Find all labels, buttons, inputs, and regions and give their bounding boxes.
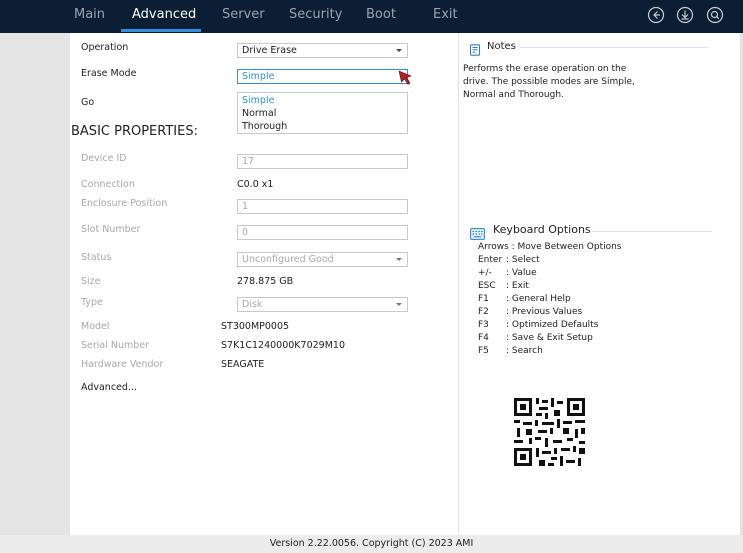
erase-mode-dropdown-list xyxy=(237,92,408,134)
model-value: ST300MP0005 xyxy=(221,321,290,332)
back-icon[interactable] xyxy=(647,6,665,24)
keyboard-line: F3 : Optimized Defaults xyxy=(478,320,599,330)
qr-code-image xyxy=(505,388,594,474)
serial-number-value: S7K1C1240000K7029M10 xyxy=(221,340,345,351)
search-icon[interactable] xyxy=(706,6,724,24)
type-select xyxy=(237,297,408,312)
basic-properties-heading: BASIC PROPERTIES: xyxy=(71,124,198,139)
serial-number-label: Serial Number xyxy=(81,340,150,351)
download-icon[interactable] xyxy=(676,6,694,24)
keyboard-icon xyxy=(470,225,485,237)
keyboard-line: +/- : Value xyxy=(478,268,537,278)
enclosure-position-label: Enclosure Position xyxy=(81,198,168,209)
option-thorough[interactable]: Thorough xyxy=(242,121,288,132)
enclosure-position-field xyxy=(237,199,408,214)
option-simple[interactable]: Simple xyxy=(242,95,275,106)
tab-security[interactable]: Security xyxy=(289,7,343,22)
slot-number-label: Slot Number xyxy=(81,224,141,235)
tab-main[interactable]: Main xyxy=(74,7,106,22)
chevron-down-icon xyxy=(396,303,402,306)
advanced-link[interactable]: Advanced... xyxy=(81,382,137,393)
tab-boot[interactable]: Boot xyxy=(366,7,396,22)
option-normal[interactable]: Normal xyxy=(242,108,277,119)
keyboard-line: F5 : Search xyxy=(478,346,543,356)
keyboard-line: F1 : General Help xyxy=(478,294,571,304)
connection-value: C0.0 x1 xyxy=(237,179,274,190)
notes-icon xyxy=(469,41,481,53)
keyboard-line: ESC : Exit xyxy=(478,281,529,291)
slot-number-value: 0 xyxy=(242,227,249,238)
status-select xyxy=(237,252,408,267)
size-label: Size xyxy=(81,276,101,287)
keyboard-line: F4 : Save & Exit Setup xyxy=(478,333,593,343)
type-value: Disk xyxy=(242,299,263,310)
device-id-label: Device ID xyxy=(81,153,127,164)
model-label: Model xyxy=(81,321,110,332)
version-footer: Version 2.22.0056. Copyright (C) 2023 AMI xyxy=(0,535,743,553)
tab-exit[interactable]: Exit xyxy=(433,7,458,22)
slot-number-field xyxy=(237,225,408,240)
notes-title: Notes xyxy=(487,41,516,52)
keyboard-line: F2 : Previous Values xyxy=(478,307,583,317)
keyboard-line: Arrows : Move Between Options xyxy=(478,242,622,252)
qr-code xyxy=(505,388,594,474)
top-menu-bar xyxy=(0,0,743,33)
tab-server[interactable]: Server xyxy=(222,7,265,22)
operation-select[interactable] xyxy=(237,43,408,58)
keyboard-divider xyxy=(592,231,712,232)
hardware-vendor-label: Hardware Vendor xyxy=(81,359,164,370)
operation-label: Operation xyxy=(81,42,129,53)
enclosure-position-value: 1 xyxy=(242,201,249,212)
erase-mode-select[interactable] xyxy=(237,69,408,84)
chevron-down-icon xyxy=(396,258,402,261)
notes-divider xyxy=(520,47,708,48)
chevron-down-icon xyxy=(396,49,402,52)
erase-mode-label: Erase Mode xyxy=(81,68,137,79)
hardware-vendor-value: SEAGATE xyxy=(221,359,265,370)
tab-advanced[interactable]: Advanced xyxy=(132,7,197,22)
status-value: Unconfigured Good xyxy=(242,254,334,265)
active-tab-indicator xyxy=(121,29,201,32)
mouse-cursor-icon xyxy=(398,70,414,86)
operation-value: Drive Erase xyxy=(242,45,297,56)
erase-mode-value: Simple xyxy=(242,71,275,82)
device-id-value: 17 xyxy=(242,156,255,167)
size-value: 278.875 GB xyxy=(237,276,294,287)
type-label: Type xyxy=(81,297,103,308)
notes-text: Performs the erase operation on the drive. The possible modes are Simple, Normal and Thorough. xyxy=(463,64,635,100)
connection-label: Connection xyxy=(81,179,135,190)
keyboard-options-title: Keyboard Options xyxy=(493,223,591,236)
keyboard-line: Enter : Select xyxy=(478,255,540,265)
status-label: Status xyxy=(81,252,112,263)
device-id-field xyxy=(237,154,408,169)
go-button[interactable]: Go xyxy=(81,97,95,108)
